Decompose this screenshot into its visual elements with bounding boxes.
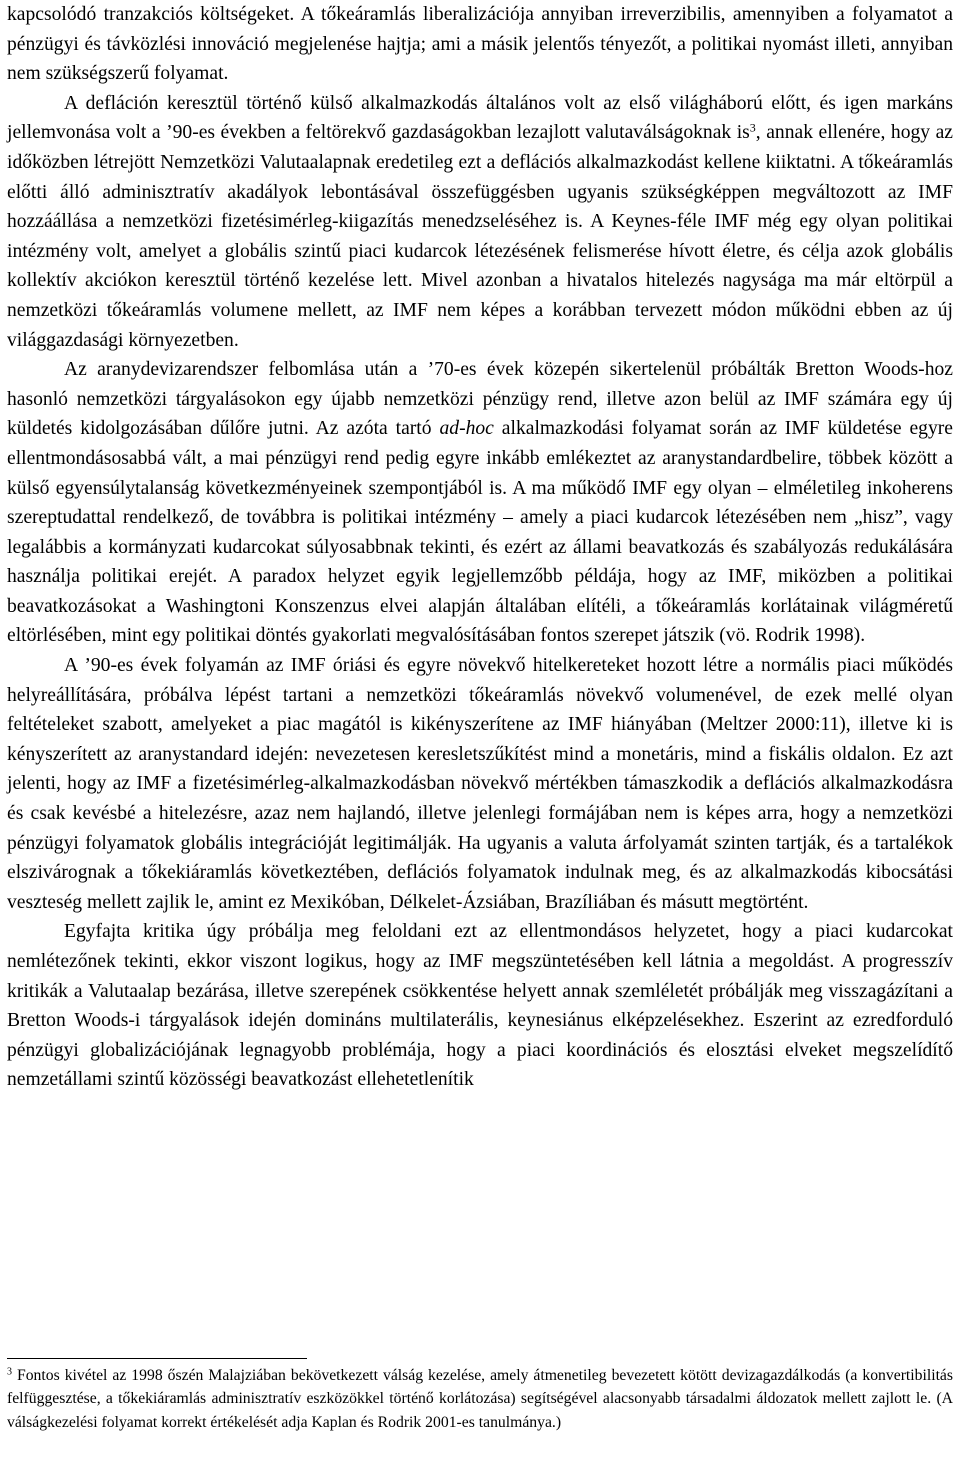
document-body	[7, 0, 953, 1095]
paragraph-text: A defláción keresztül történő külső alkalmazkodás általános volt az első világháború előtt, és igen markáns jellemvonása volt a ’90-es években a feltörekvő gazdaságokban lezajlott valutaválságoknak is	[7, 92, 953, 144]
footnote-separator	[7, 1358, 307, 1359]
footnote-text: Fontos kivétel az 1998 őszén Malajziában bekövetkezett válság kezelése, amely átmenetileg bevezetett kötött devizagazdálkodás (a konvertibilitás felfüggesztése, a tőkekiáramlás adminisztratív eszközökkel történő korlátozása) segítségével alacsonyabb társadalmi áldozatok mellett zajlott le. (A válságkezelési folyamat korrekt értékelését adja Kaplan és Rodrik 2001-es tanulmánya.)	[7, 1367, 953, 1431]
italic-text: ad-hoc	[439, 418, 494, 440]
paragraph	[7, 89, 953, 355]
paragraph	[7, 651, 953, 917]
paragraph-text: , annak ellenére, hogy az időközben létrejött Nemzetközi Valutaalapnak eredetileg ezt a deflációs alkalmazkodást kellene kiiktatni. A tőkeáramlás előtti álló adminisztratív akadályok lebontásával összefüggésben ugyanis szükségképpen megváltozott az IMF hozzáállása a nemzetközi fizetésimérleg-kiigazítás menedzseléséhez is. A Keynes-féle IMF még egy olyan politikai intézmény volt, amelyet a globális szintű piaci kudarcok létezésének felismerése hívott életre, és célja azok globális kollektív akciókon keresztül történő kezelése lett. Mivel azonban a hivatalos hitelezés nagysága ma már eltörpül a nemzetközi tőkeáramlás volumene mellett, az IMF nem képes a korábban tervezett módon működni ebben az új világgazdasági környezetben.	[7, 122, 953, 351]
paragraph-text: alkalmazkodási folyamat során az IMF küldetése egyre ellentmondásosabbá vált, a mai pénzügyi rend pedig egyre inkább emlékeztet az aranystandardbelire, többek között a külső egyensúlytalanság következményeinek szempontjából is. A ma működő IMF egy olyan – elméletileg inkoherens szereptudattal rendelkező, de továbbra is politikai intézmény – amely a piaci kudarcok létezésében nem „hisz”, vagy legalábbis a kormányzati kudarcokat súlyosabbnak tekinti, és ezért az állami beavatkozás és szabályozás redukálására használja politikai erejét. A paradox helyzet egyik legjellemzőbb példája, hogy az IMF, miközben a politikai beavatkozásokat a Washingtoni Konszenzus elvei alapján általában elítéli, a tőkeáramlás korlátainak világméretű eltörlésében, mint egy politikai döntés gyakorlati megvalósításában fontos szerepet játszik (vö. Rodrik 1998).	[7, 418, 953, 647]
footnote-reference: 3	[749, 120, 756, 135]
paragraph	[7, 917, 953, 1095]
paragraph	[7, 355, 953, 651]
paragraph-text: A ’90-es évek folyamán az IMF óriási és egyre növekvő hitelkereteket hozott létre a normális piaci működés helyreállítására, próbálva lépést tartani a nemzetközi tőkeáramlás növekvő volumenével, de ezek mellé olyan feltételeket szabott, amelyeket a piac magától is kikényszerítene az IMF hiányában (Meltzer 2000:11), illetve ki is kényszerített az aranystandard idején: nevezetesen keresletszűkítést mind a monetáris, mind a fiskális oldalon. Ez azt jelenti, hogy az IMF a fizetésimérleg-alkalmazkodásban növekvő mértékben támaszkodik a deflációs alkalmazkodásra és csak kevésbé a hitelezésre, azaz nem hajlandó, illetve jelenlegi formájában nem is képes arra, hogy a nemzetközi pénzügyi folyamatok globális integrációját legitimálják. Ha ugyanis a valuta árfolyamát szinten tartják, és a tartalékok elszivárognak a tőkekiáramlás következtében, deflációs folyamatok indulnak meg, és az alkalmazkodás kibocsátási veszteség mellett zajlik le, amint ez Mexikóban, Délkelet-Ázsiában, Brazíliában és másutt megtörtént.	[7, 655, 953, 913]
paragraph	[7, 0, 953, 89]
footnote	[7, 1364, 953, 1434]
paragraph-text: Az aranydevizarendszer felbomlása után a ’70-es évek közepén sikertelenül próbálták Bretton Woods-hoz hasonló nemzetközi tárgyalásokon egy újabb nemzetközi pénzügy rend, illetve azon belül az IMF számára egy új küldetés kidolgozásában dűlőre jutni. Az azóta tartó	[7, 359, 953, 440]
paragraph-text: Egyfajta kritika úgy próbálja meg feloldani ezt az ellentmondásos helyzetet, hogy a piaci kudarcokat nemlétezőnek tekinti, ekkor viszont logikus, hogy az IMF megszüntetésében kell látnia a megoldást. A progresszív kritikák a Valutaalap bezárása, illetve szerepének csökkentése helyett annak szemléletét próbálják meg visszagázítani a Bretton Woods-i tárgyalások idején domináns multilaterális, keynesiánus elképzelésekhez. Eszerint az ezredforduló pénzügyi globalizációjának legnagyobb problémája, hogy a piaci koordinációs és elosztási elveket megszelídítő nemzetállami szintű közösségi beavatkozást ellehetetlenítik	[7, 921, 953, 1091]
paragraph-text: kapcsolódó tranzakciós költségeket. A tőkeáramlás liberalizációja annyiban irreverzibilis, amennyiben a folyamatot a pénzügyi és távközlési innováció megjelenése hajtja; ami a másik jelentős tényezőt, a politikai nyomást illeti, annyiban nem szükségszerű folyamat.	[7, 4, 953, 85]
footnote-marker: 3	[7, 1366, 12, 1378]
